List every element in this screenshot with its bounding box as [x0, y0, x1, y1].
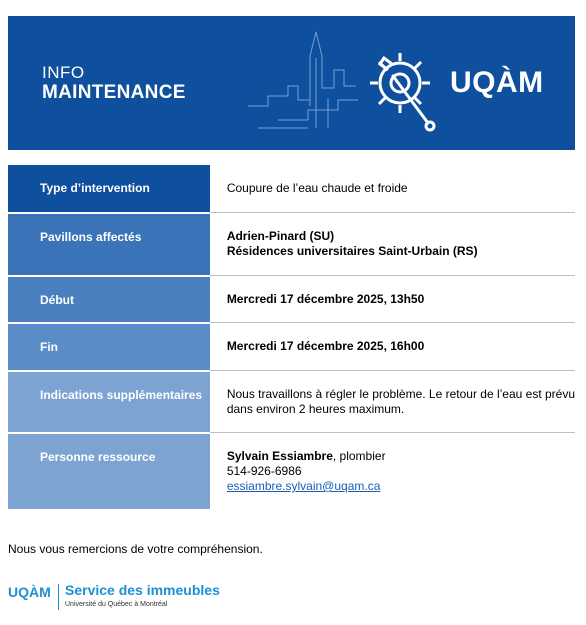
footer-divider [58, 584, 59, 610]
row-type [8, 165, 575, 213]
thanks-message: Nous vous remercions de votre compréhension. [8, 542, 263, 556]
row-contact [8, 433, 575, 509]
banner-title-maintenance: MAINTENANCE [42, 82, 186, 103]
maintenance-info-table [8, 164, 575, 509]
contact-email-link[interactable]: essiambre.sylvain@uqam.ca [226, 479, 381, 493]
row-label: Type d’intervention [8, 165, 210, 213]
row-fin [8, 323, 575, 371]
row-value [210, 433, 575, 509]
contact-name: Sylvain Essiambre [226, 449, 333, 463]
row-pavillons [8, 213, 575, 276]
uqam-logo: UQÀM [450, 66, 544, 99]
contact-role: , plombier [332, 449, 386, 463]
row-debut [8, 276, 575, 323]
gear-wrench-icon [248, 28, 448, 143]
banner-title-info: INFO [42, 63, 85, 82]
contact-phone: 514-926-6986 [226, 464, 302, 478]
row-value: Coupure de l’eau chaude et froide [210, 165, 575, 213]
row-indications [8, 371, 575, 433]
row-label: Fin [8, 323, 210, 371]
row-label: Début [8, 276, 210, 323]
footer-university-name: Université du Québec à Montréal [65, 601, 168, 608]
row-label: Indications supplémentaires [8, 371, 210, 433]
footer-uqam-logo: UQÀM [8, 584, 51, 600]
row-label: Pavillons affectés [8, 213, 210, 276]
row-value: Nous travaillons à régler le problème. Le retour de l’eau est prévu dans environ 2 heures maximum. [210, 371, 575, 433]
footer-service-name: Service des immeubles [65, 582, 220, 598]
row-value: Adrien-Pinard (SU) Résidences universitaires Saint-Urbain (RS) [210, 213, 575, 276]
row-label: Personne ressource [8, 433, 210, 509]
row-value: Mercredi 17 décembre 2025, 16h00 [210, 323, 575, 371]
header-banner [8, 16, 575, 150]
row-value: Mercredi 17 décembre 2025, 13h50 [210, 276, 575, 323]
